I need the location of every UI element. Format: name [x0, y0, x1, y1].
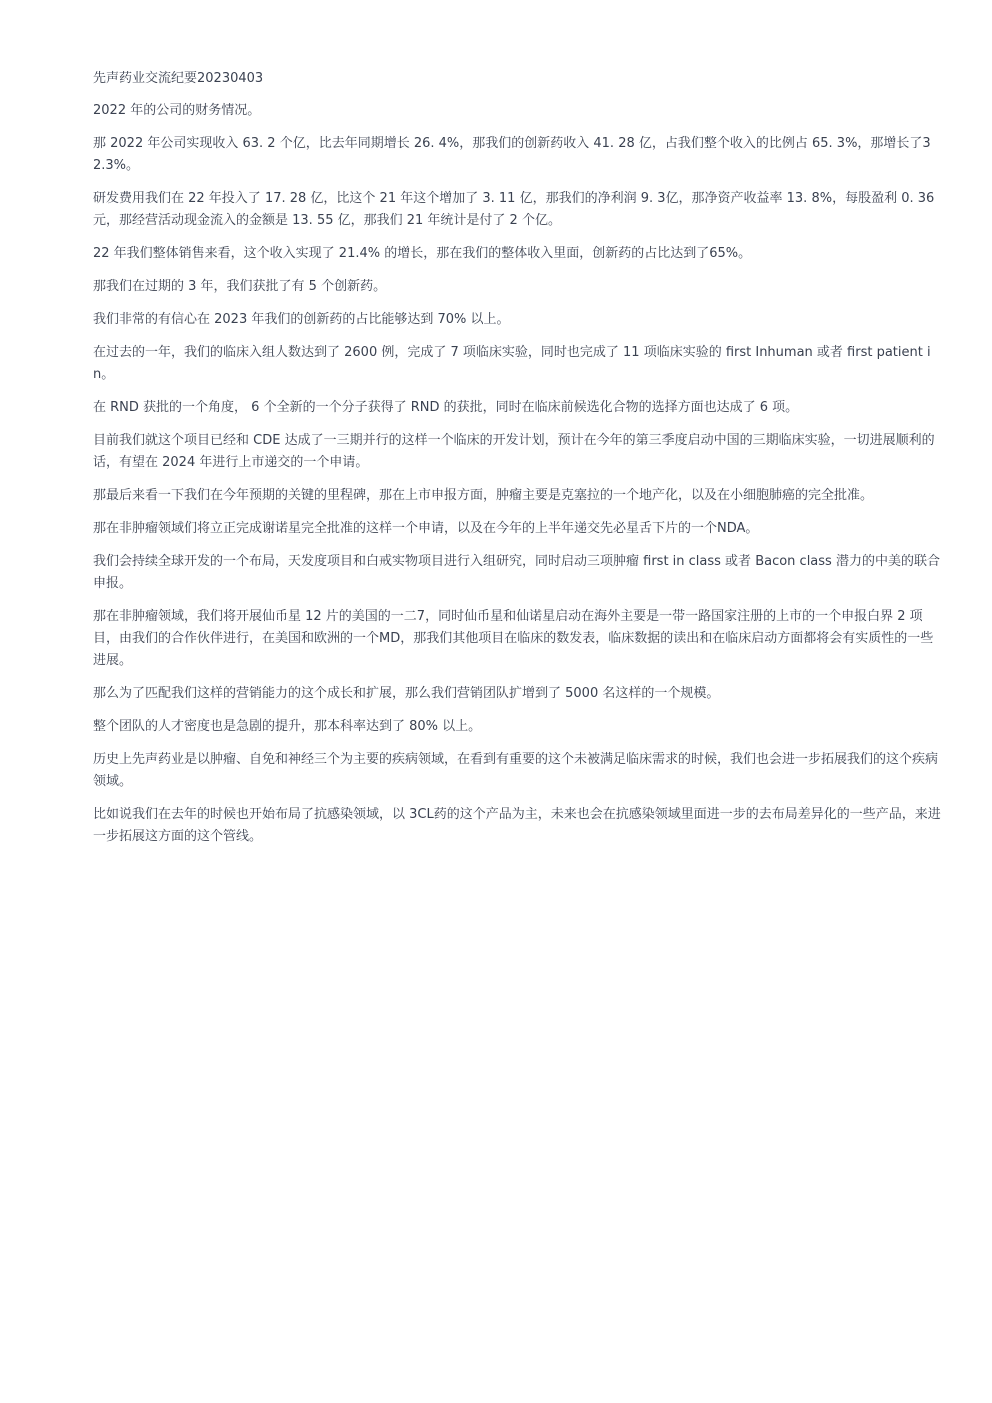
paragraph-global-development: 我们会持续全球开发的一个布局，天发度项目和白戒实物项目进行入组研究，同时启动三项肿瘤 first in class 或者 Bacon class 潜力的中美的联合申报。 — [93, 554, 940, 591]
paragraph-rnd-expense: 研发费用我们在 22 年投入了 17. 28 亿，比这个 21 年这个增加了 3. 11 亿，那我们的净利润 9. 3亿，那净资产收益率 13. 8%，每股盈利 0. 36 元，那经营活动现金流入的金额是 13. 55 亿，那我们 21 年统计是付了 2 个亿。 — [93, 191, 935, 228]
paragraph-2023-target: 我们非常的有信心在 2023 年我们的创新药的占比能够达到 70% 以上。 — [93, 312, 510, 327]
paragraph-disease-areas: 历史上先声药业是以肿瘤、自免和神经三个为主要的疾病领域，在看到有重要的这个未被满足临床需求的时候，我们也会进一步拓展我们的这个疾病领域。 — [93, 752, 939, 789]
paragraph-talent-density: 整个团队的人才密度也是急剧的提升，那本科率达到了 80% 以上。 — [93, 719, 482, 734]
paragraph-cde-plan: 目前我们就这个项目已经和 CDE 达成了一三期并行的这样一个临床的开发计划，预计在今年的第三季度启动中国的三期临床实验，一切进展顺利的话，有望在 2024 年进行上市递交的一个申请。 — [93, 433, 935, 470]
paragraph-sales-growth: 22 年我们整体销售来看，这个收入实现了 21.4% 的增长，那在我们的整体收入里面，创新药的占比达到了65%。 — [93, 246, 752, 261]
paragraph-revenue: 那 2022 年公司实现收入 63. 2 个亿，比去年同期增长 26. 4%，那我们的创新药收入 41. 28 亿，占我们整个收入的比例占 65. 3%，那增长了32.3%。 — [93, 136, 931, 173]
paragraph-financial-overview: 2022 年的公司的财务情况。 — [93, 103, 261, 118]
document-title: 先声药业交流纪要20230403 — [93, 71, 264, 86]
paragraph-clinical-enrollment: 在过去的一年，我们的临床入组人数达到了 2600 例，完成了 7 项临床实验，同时也完成了 11 项临床实验的 first Inhuman 或者 first patient in。 — [93, 345, 931, 382]
paragraph-non-oncology-nda: 那在非肿瘤领域们将立正完成谢诺星完全批准的这样一个申请，以及在今年的上半年递交先必星舌下片的一个NDA。 — [93, 521, 759, 536]
document-page — [93, 68, 943, 859]
paragraph-sales-team: 那么为了匹配我们这样的营销能力的这个成长和扩展，那么我们营销团队扩增到了 5000 名这样的一个规模。 — [93, 686, 720, 701]
paragraph-approvals: 那我们在过期的 3 年，我们获批了有 5 个创新药。 — [93, 279, 387, 294]
paragraph-milestones: 那最后来看一下我们在今年预期的关键的里程碑，那在上市申报方面，肿瘤主要是克塞拉的一个地产化，以及在小细胞肺癌的完全批准。 — [93, 488, 874, 503]
paragraph-rnd-approvals: 在 RND 获批的一个角度， 6 个全新的一个分子获得了 RND 的获批，同时在临床前候选化合物的选择方面也达成了 6 项。 — [93, 400, 799, 415]
paragraph-anti-infection: 比如说我们在去年的时候也开始布局了抗感染领域，以 3CL药的这个产品为主，未来也会在抗感染领域里面进一步的去布局差异化的一些产品，来进一步拓展这方面的这个管线。 — [93, 807, 941, 844]
paragraph-non-oncology-overseas: 那在非肿瘤领域，我们将开展仙币星 12 片的美国的一二7，同时仙币星和仙诺星启动在海外主要是一带一路国家注册的上市的一个申报白界 2 项目，由我们的合作伙伴进行，在美国和欧洲的一个MD，那我们其他项目在临床的数发表，临床数据的读出和在临床启动方面都将会有实质性的一些进展。 — [93, 609, 934, 668]
